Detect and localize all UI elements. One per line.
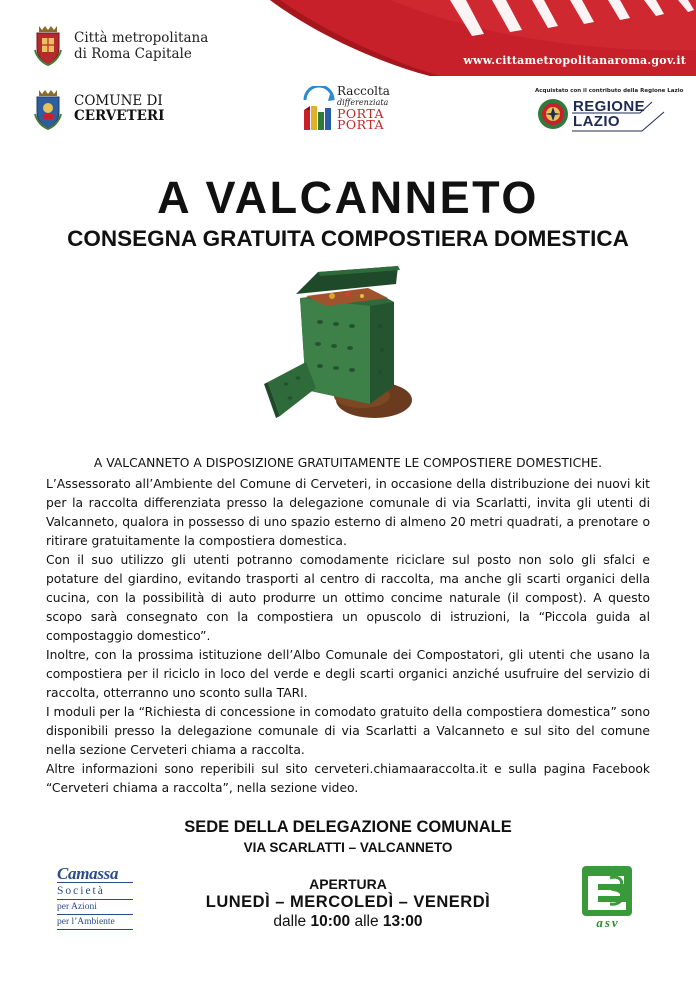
regione-lazio-emblem-icon [535, 97, 571, 131]
body-paragraph: L’Assessorato all’Ambiente del Comune di Cerveteri, in occasione della distribuzione dei nuovi kit per la raccolta differenziata presso la delegazione comunale di via Scarlatti, invita gli utenti di Valcanneto, qualora in possesso di uno spazio esterno di almeno 20 metri quadrati, a prenotare o ritirare gratuitamente la compostiera domestica. [46, 477, 650, 548]
comune-line1: COMUNE DI [74, 93, 163, 109]
hours-from-word: dalle [273, 913, 307, 930]
body-paragraph: Altre informazioni sono reperibili sul sito cerveteri.chiamaaraccolta.it e sulla pagina Facebook “Cerveteri chiama a raccolta”, nella sezione video. [46, 762, 650, 795]
page-subtitle: CONSEGNA GRATUITA COMPOSTIERA DOMESTICA [67, 226, 629, 251]
raccolta-porta-a-porta-logo-icon [302, 86, 336, 132]
citta-metropolitana-crest-icon [33, 24, 63, 66]
banner-url[interactable]: www.cittametropolitanaroma.gov.it [463, 54, 686, 67]
sede-address: VIA SCARLATTI – VALCANNETO [243, 840, 453, 855]
camassa-line3: per l’Ambiente [57, 914, 133, 930]
hours-to: 13:00 [382, 913, 423, 930]
compost-bin-illustration [262, 266, 414, 438]
sede-title: SEDE DELLA DELEGAZIONE COMUNALE [184, 818, 512, 836]
citta-metropolitana-line2: di Roma Capitale [74, 46, 192, 62]
body-paragraph: Inoltre, con la prossima istituzione dell’Albo Comunale dei Compostatori, gli utenti che usano la compostiera per il riciclo in loco del verde e degli scarti organici anziché usufruire del servizio di raccolta, otterranno uno sconto sulla TARI. [46, 648, 650, 700]
asv-logo-icon [580, 864, 634, 918]
comune-cerveteri-label [74, 94, 164, 124]
raccolta-line2: differenziata [337, 98, 389, 107]
asv-label: asv [596, 915, 620, 930]
hours-from: 10:00 [310, 913, 351, 930]
regione-line1: REGIONE [573, 98, 645, 115]
citta-metropolitana-line1: Città metropolitana [74, 30, 209, 46]
citta-metropolitana-label [74, 30, 208, 62]
camassa-line2: per Azioni [57, 899, 133, 914]
intro-line: A VALCANNETO A DISPOSIZIONE GRATUITAMENTE LE COMPOSTIERE DOMESTICHE. [93, 456, 603, 470]
hours-to-word: alle [354, 913, 379, 930]
body-paragraph: I moduli per la “Richiesta di concessione in comodato gratuito della compostiera domestica” sono disponibili presso la delegazione comunale di via Scarlatti a Valcanneto e sul sito del comune nella sezione Cerveteri chiama a raccolta. [46, 705, 650, 757]
raccolta-line3: PORTA [337, 106, 385, 121]
body-text [46, 475, 650, 798]
regione-lazio-lines-icon [572, 96, 668, 134]
cerveteri-crest-icon [33, 88, 63, 130]
camassa-name: Camassa [57, 864, 119, 883]
comune-line2: CERVETERI [74, 108, 165, 124]
apertura-label: APERTURA [309, 876, 387, 892]
camassa-logo [57, 864, 133, 930]
body-paragraph: Con il suo utilizzo gli utenti potranno comodamente riciclare sul posto non solo gli sfalci e potature del giardino, evitando trasporti al centro di raccolta, ma anche gli scarti organici della cucina, con la possibilità di auto produrre un ottimo concime naturale (il compost). A questo scopo sarà consegnato con la compostiera un opuscolo di istruzioni, la “Piccola guida al compostaggio domestico”. [46, 553, 650, 643]
raccolta-line4: PORTA [337, 117, 385, 132]
camassa-line1: Società [57, 882, 133, 899]
regione-line2: LAZIO [573, 113, 620, 130]
regione-caption: Acquistato con il contributo della Regione Lazio [535, 88, 684, 94]
raccolta-porta-a-porta-label [337, 86, 390, 130]
page-title: A VALCANNETO [157, 172, 539, 223]
apertura-days: LUNEDÌ – MERCOLEDÌ – VENERDÌ [205, 893, 491, 911]
raccolta-line1: Raccolta [337, 84, 390, 98]
